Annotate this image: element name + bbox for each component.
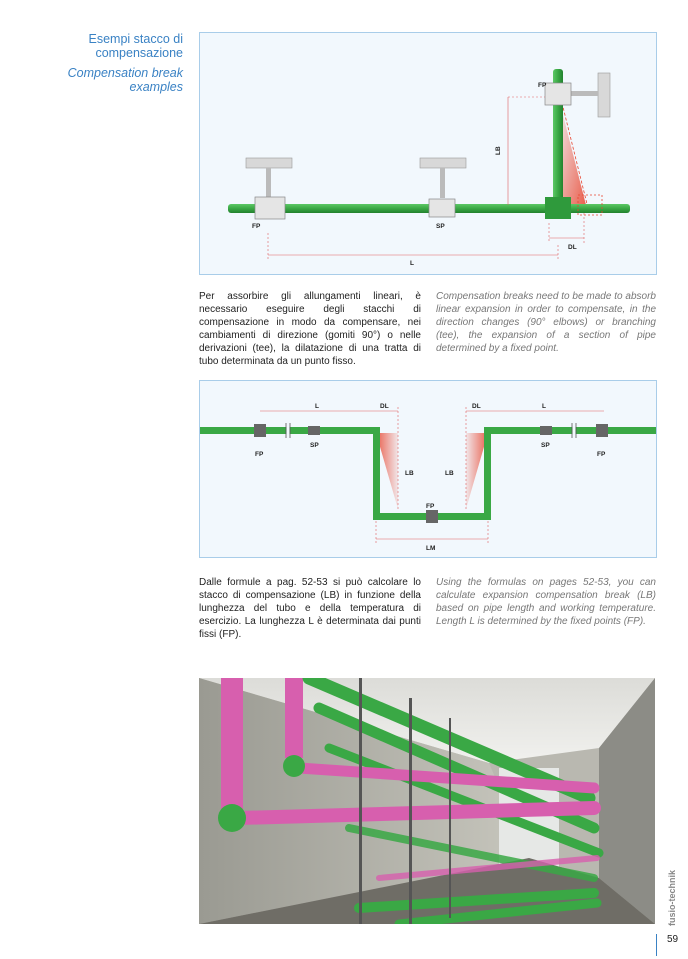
label-lb: LB [495, 146, 502, 155]
fixed-point-clamp-top [545, 83, 571, 105]
label-l-left: L [315, 403, 319, 410]
tee-fitting [545, 197, 571, 219]
sliding-point-right [540, 426, 552, 435]
label-fp-right: FP [597, 451, 606, 458]
label-fp-bottom: FP [426, 503, 435, 510]
section-title-en: Compensation break examples [67, 66, 183, 94]
pipe-right-vertical [484, 427, 491, 519]
figure-compensation-elbow [199, 32, 657, 275]
section-title-it: Esempi stacco di compensazione [88, 32, 183, 60]
paragraph-2-it: Dalle formule a pag. 52-53 si può calcolare lo stacco di compensazione (LB) in funzione della lunghezza del tubo e della temperatura di esercizio. La lunghezza L è determinata dai punti fissi (FP). [199, 577, 421, 640]
fixed-point-left [254, 424, 266, 437]
ceiling-bracket-left [246, 158, 292, 198]
label-fp-top: FP [538, 82, 547, 89]
expansion-zone [562, 111, 586, 205]
paragraph-1-en: Compensation breaks need to be made to absorb linear expansion in order to compensate, in the direction changes (90° elbows) or branching (tee), the expansion of a section of pipe determined by a fixed point. [436, 291, 656, 354]
label-sp-right: SP [541, 442, 550, 449]
fixed-point-clamp-left [255, 197, 285, 219]
label-l-right: L [542, 403, 546, 410]
label-lb-left: LB [405, 470, 414, 477]
label-lm: LM [426, 545, 436, 552]
label-dl-right: DL [472, 403, 481, 410]
section-title [13, 32, 183, 94]
label-lb-right: LB [445, 470, 454, 477]
page-number-rule [656, 934, 657, 956]
page-number: 59 [667, 934, 679, 945]
paragraph-2-en: Using the formulas on pages 52-53, you can calculate expansion compensation break (LB) based on pipe length and working temperature. Length L is determined by the fixed points (FP). [436, 577, 656, 627]
label-fp-left: FP [255, 451, 264, 458]
label-l: L [410, 260, 414, 267]
sliding-point-left [308, 426, 320, 435]
ceiling-bracket-center [420, 158, 466, 198]
fixed-point-right [596, 424, 608, 437]
svg-text:fusio-technik: fusio-technik [667, 869, 677, 926]
wall-bracket-top [570, 73, 610, 117]
label-fp-left: FP [252, 223, 261, 230]
paragraph-1-it: Per assorbire gli allungamenti lineari, è necessario eseguire degli stacchi di compensazione in modo da compensare, nei cambiamenti di direzione (gomiti 90°) o nelle derivazioni (tee), la dilatazione di una tratta di tubo determinata da un punto fisso. [199, 291, 421, 367]
brand-logo [664, 862, 678, 926]
pipe-left-vertical [373, 427, 380, 519]
label-sp-left: SP [310, 442, 319, 449]
sliding-point-clamp [429, 199, 455, 217]
label-dl: DL [568, 244, 577, 251]
figure-compensation-loop [199, 380, 657, 558]
pipe-right-horizontal [486, 427, 656, 434]
fixed-point-bottom [426, 510, 438, 523]
label-sp: SP [436, 223, 445, 230]
installation-photo [199, 678, 655, 924]
label-dl-left: DL [380, 403, 389, 410]
